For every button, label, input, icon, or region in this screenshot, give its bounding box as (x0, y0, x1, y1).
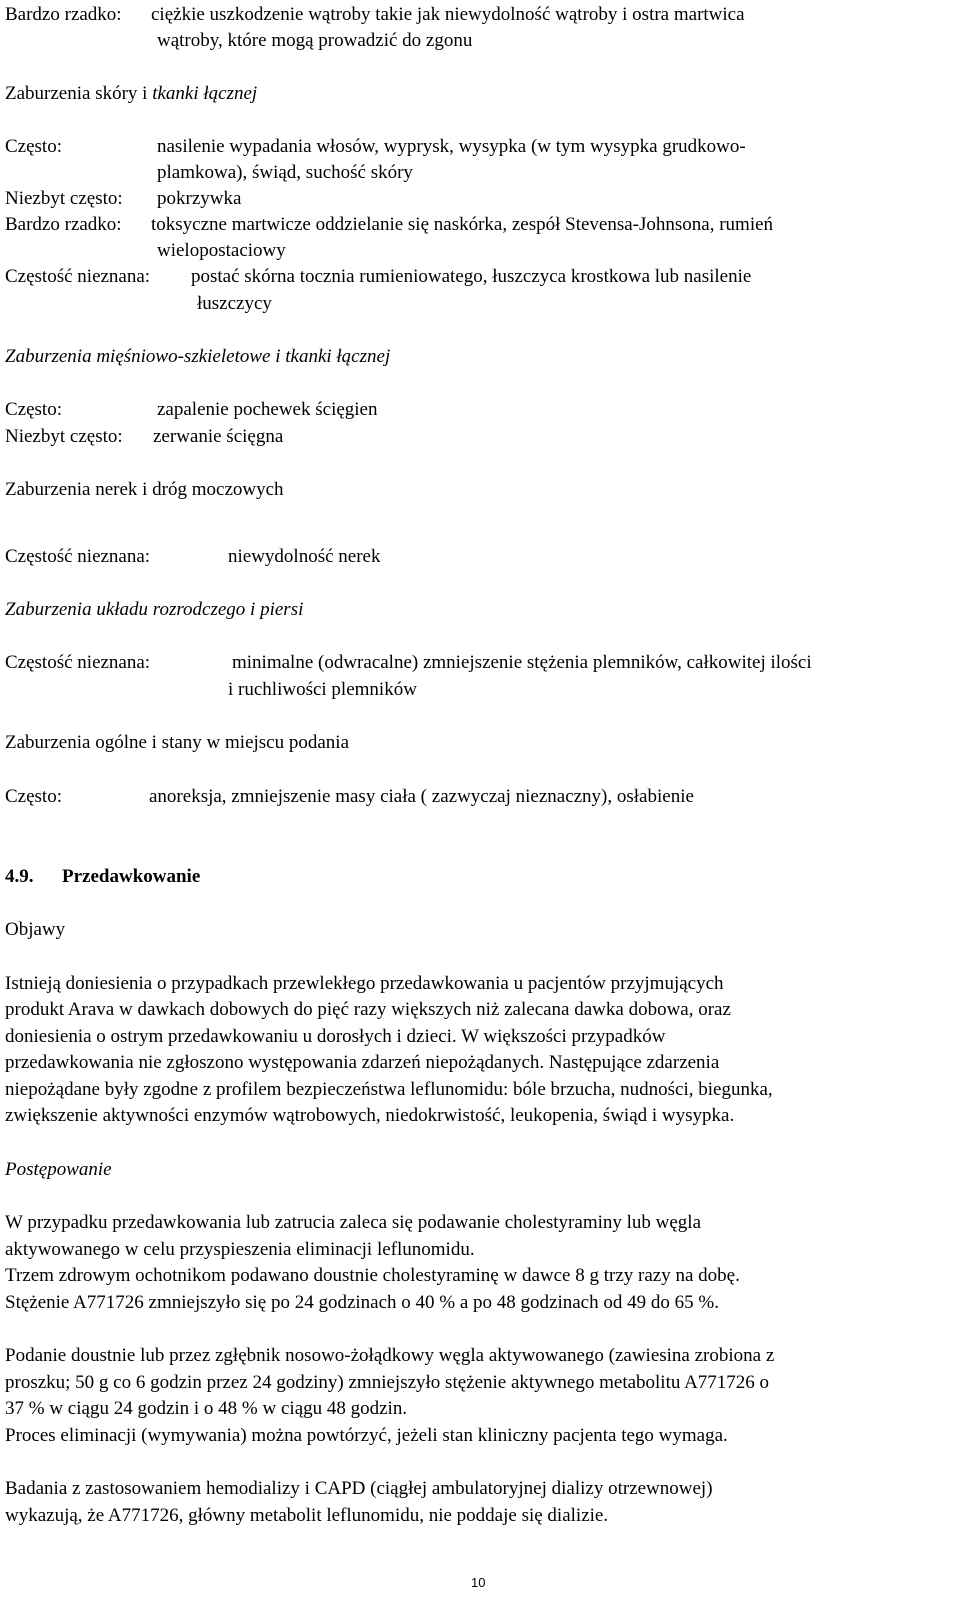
symptoms-text-line: przedawkowania nie zgłoszono występowania zdarzeń niepożądanych. Następujące zdarzenia (5, 1052, 720, 1073)
skin-uncommon-text: pokrzywka (157, 188, 242, 209)
skin-uncommon-label: Niezbyt często: (5, 188, 123, 209)
section-title-overdose: Przedawkowanie (62, 866, 201, 887)
section-heading-musculoskeletal: Zaburzenia mięśniowo-szkieletowe i tkanki łącznej (5, 346, 391, 367)
subheading-symptoms: Objawy (5, 919, 66, 940)
management-p2-line: Podanie doustnie lub przez zgłębnik nosowo-żołądkowy węgla aktywowanego (zawiesina zrobiona z (5, 1345, 775, 1366)
skin-common-label: Często: (5, 136, 62, 157)
section-heading-general: Zaburzenia ogólne i stany w miejscu podania (5, 732, 350, 753)
skin-common-text-line-1: nasilenie wypadania włosów, wyprysk, wysypka (w tym wysypka grudkowo- (157, 136, 746, 157)
skin-unknown-label: Częstość nieznana: (5, 266, 151, 287)
section-heading-skin-italic: tkanki łącznej (152, 83, 258, 104)
management-p3-line: Badania z zastosowaniem hemodializy i CAPD (ciągłej ambulatoryjnej dializy otrzewnowej) (5, 1478, 713, 1499)
section-heading-reproductive: Zaburzenia układu rozrodczego i piersi (5, 599, 304, 620)
section-heading-renal: Zaburzenia nerek i dróg moczowych (5, 479, 284, 500)
skin-unknown-text-line-2: łuszczycy (197, 293, 272, 314)
management-p1-line: W przypadku przedawkowania lub zatrucia zaleca się podawanie cholestyraminy lub węgla (5, 1212, 702, 1233)
skin-unknown-text-line-1: postać skórna tocznia rumieniowatego, łuszczyca krostkowa lub nasilenie (191, 266, 752, 287)
skin-rare-text-line-1: toksyczne martwicze oddzielanie się naskórka, zespół Stevensa-Johnsona, rumień (151, 214, 774, 235)
symptoms-text-line: Istnieją doniesienia o przypadkach przewlekłego przedawkowania u pacjentów przyjmujących (5, 973, 724, 994)
hepatic-rare-text-line-2: wątroby, które mogą prowadzić do zgonu (157, 30, 473, 51)
symptoms-text-line: zwiększenie aktywności enzymów wątrobowych, niedokrwistość, leukopenia, świąd i wysypka. (5, 1105, 735, 1126)
section-heading-skin (5, 81, 257, 107)
management-p1-line: Stężenie A771726 zmniejszyło się po 24 godzinach o 40 % a po 48 godzinach od 49 do 65 %. (5, 1292, 719, 1313)
management-p1-line: Trzem zdrowym ochotnikom podawano doustnie cholestyraminę w dawce 8 g trzy razy na dobę. (5, 1265, 740, 1286)
subheading-management: Postępowanie (5, 1159, 112, 1180)
general-common-label: Często: (5, 786, 62, 807)
page-number: 10 (471, 1575, 486, 1590)
management-p2-line: proszku; 50 g co 6 godzin przez 24 godziny) zmniejszyło stężenie aktywnego metabolitu A771726 o (5, 1372, 770, 1393)
section-heading-skin-regular: Zaburzenia skóry i (5, 83, 153, 104)
musculo-uncommon-text: zerwanie ścięgna (153, 426, 284, 447)
management-p3-line: wykazują, że A771726, główny metabolit leflunomidu, nie poddaje się dializie. (5, 1505, 609, 1526)
renal-unknown-label: Częstość nieznana: (5, 546, 151, 567)
musculo-uncommon-label: Niezbyt często: (5, 426, 123, 447)
reproductive-unknown-text-line-2: i ruchliwości plemników (228, 679, 417, 700)
general-common-text: anoreksja, zmniejszenie masy ciała ( zazwyczaj nieznaczny), osłabienie (149, 786, 694, 807)
management-p2-line: 37 % w ciągu 24 godzin i o 48 % w ciągu 48 godzin. (5, 1398, 408, 1419)
renal-unknown-text: niewydolność nerek (228, 546, 381, 567)
skin-common-text-line-2: plamkowa), świąd, suchość skóry (157, 162, 413, 183)
skin-rare-label: Bardzo rzadko: (5, 214, 122, 235)
reproductive-unknown-label: Częstość nieznana: (5, 652, 151, 673)
skin-rare-text-line-2: wielopostaciowy (157, 240, 286, 261)
management-p1-line: aktywowanego w celu przyspieszenia eliminacji leflunomidu. (5, 1239, 475, 1260)
hepatic-rare-label: Bardzo rzadko: (5, 4, 122, 25)
reproductive-unknown-text-line-1: minimalne (odwracalne) zmniejszenie stężenia plemników, całkowitej ilości (232, 652, 812, 673)
musculo-common-text: zapalenie pochewek ścięgien (157, 399, 378, 420)
hepatic-rare-text-line-1: ciężkie uszkodzenie wątroby takie jak niewydolność wątroby i ostra martwica (151, 4, 745, 25)
symptoms-text-line: niepożądane były zgodne z profilem bezpieczeństwa leflunomidu: bóle brzucha, nudności, biegunka, (5, 1079, 773, 1100)
symptoms-text-line: produkt Arava w dawkach dobowych do pięć razy większych niż zalecana dawka dobowa, oraz (5, 999, 731, 1020)
management-p2-line: Proces eliminacji (wymywania) można powtórzyć, jeżeli stan kliniczny pacjenta tego wymaga. (5, 1425, 728, 1446)
section-number: 4.9. (5, 866, 34, 887)
symptoms-text-line: doniesienia o ostrym przedawkowaniu u dorosłych i dzieci. W większości przypadków (5, 1026, 666, 1047)
musculo-common-label: Często: (5, 399, 62, 420)
